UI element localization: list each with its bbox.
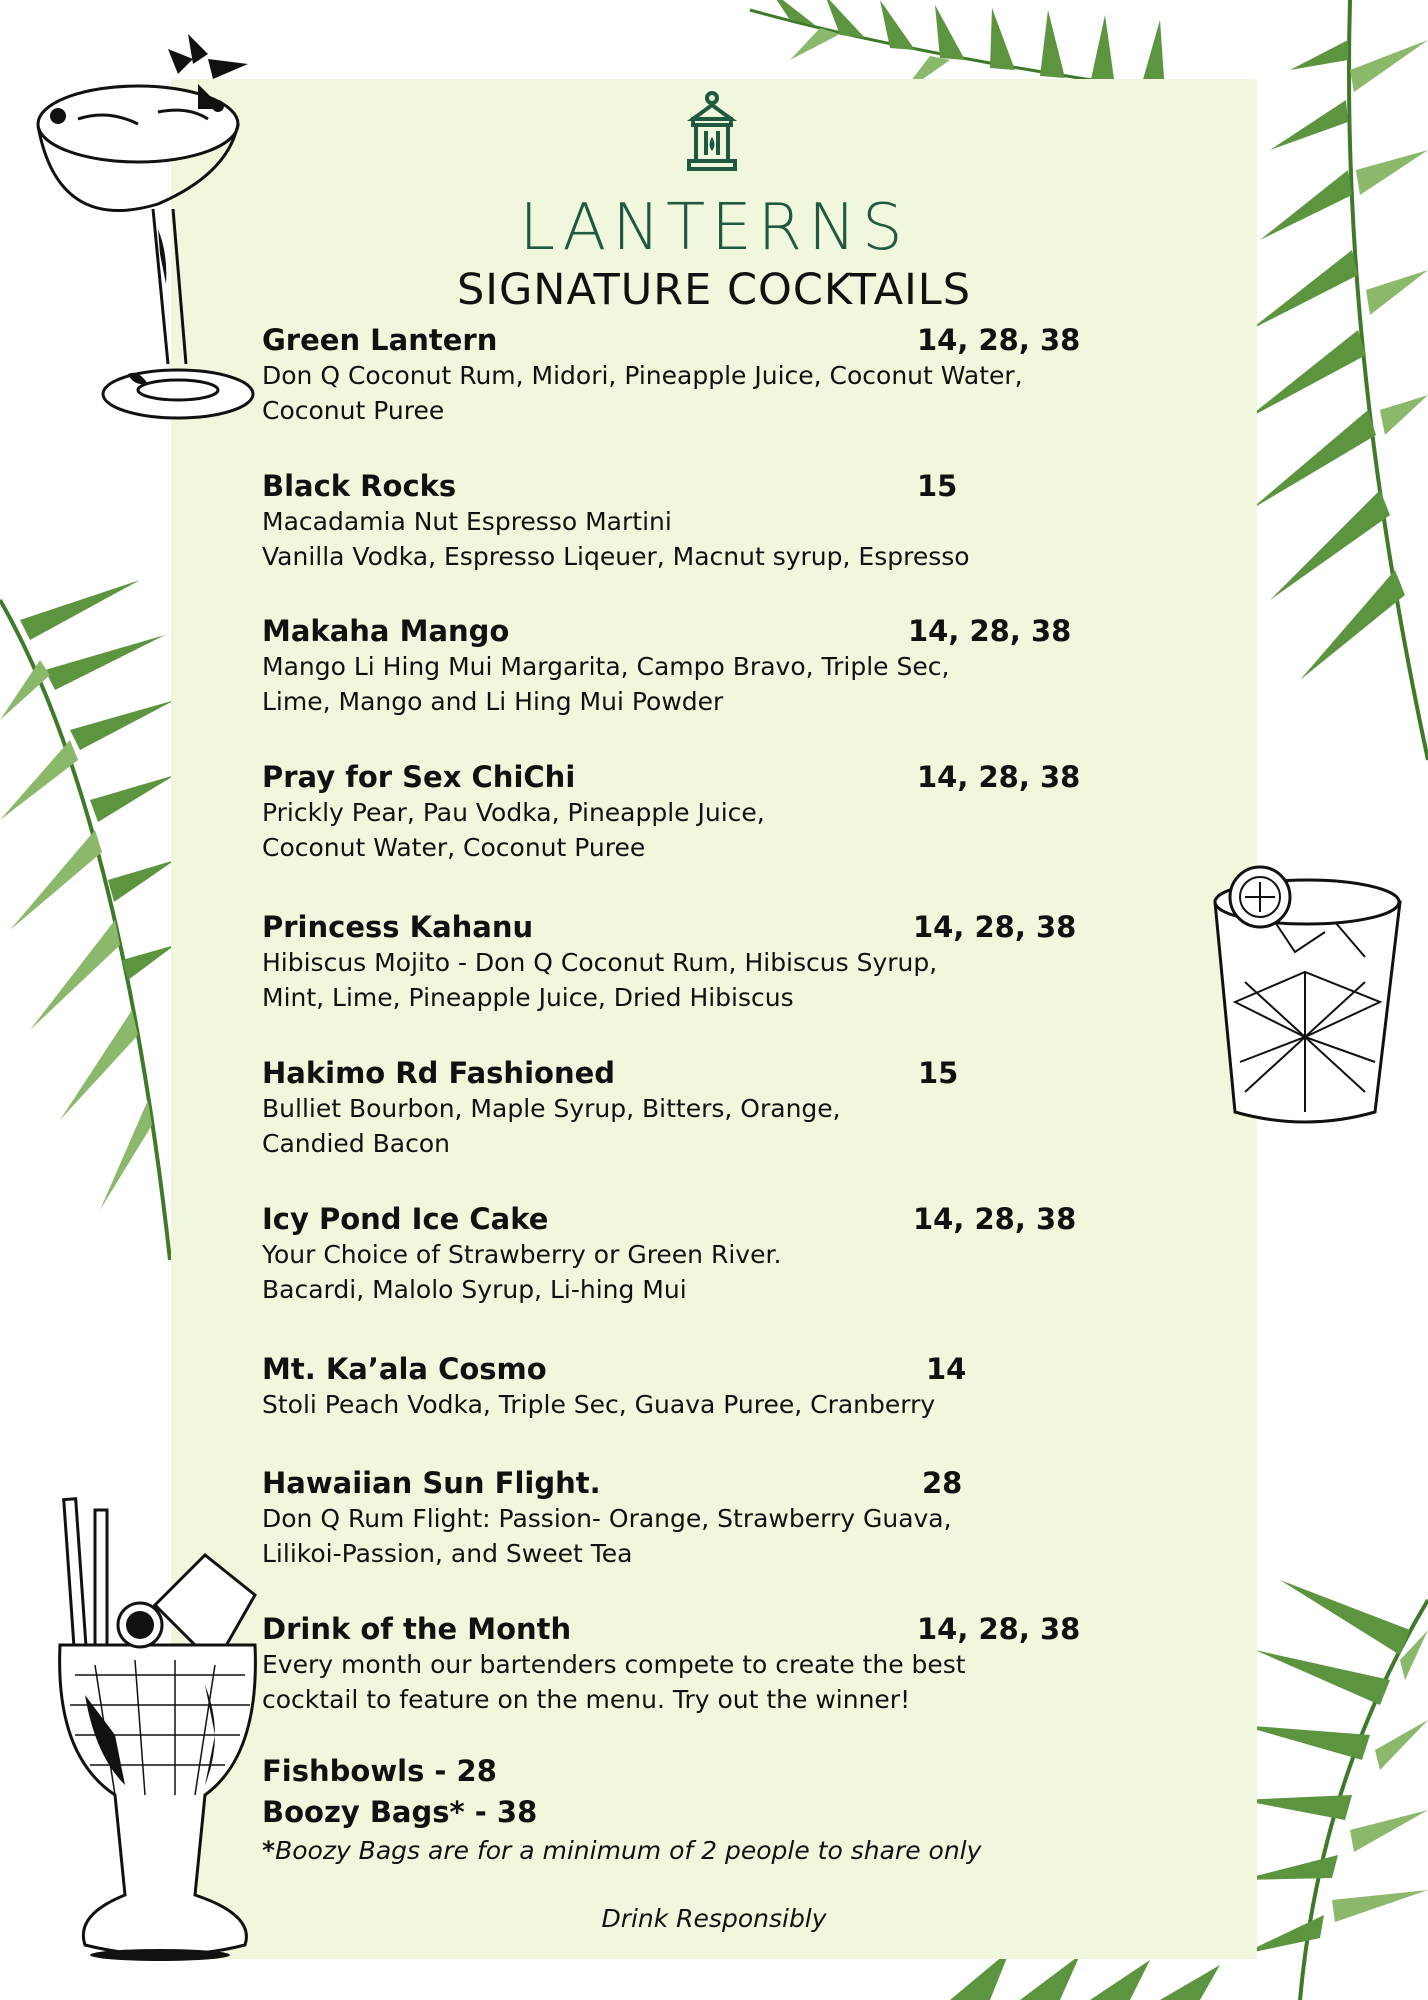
menu-item-price: 15 <box>918 1056 959 1090</box>
menu-item-header <box>262 1201 1162 1237</box>
coupe-cocktail-icon <box>18 14 288 434</box>
menu-item-header <box>262 909 1162 945</box>
tiki-glass-icon <box>55 1495 270 1985</box>
menu-subtitle: SIGNATURE COCKTAILS <box>456 265 972 315</box>
palm-leaf-icon <box>1230 0 1428 780</box>
menu-item-header <box>262 759 1162 795</box>
menu-item <box>262 1611 1162 1717</box>
menu-item-price: 14, 28, 38 <box>917 1612 1081 1646</box>
brand-name: LANTERNS <box>519 191 909 265</box>
menu-item <box>262 1351 1162 1422</box>
menu-item-header <box>262 613 1162 649</box>
footer-text: Drink Responsibly <box>601 1904 827 1933</box>
menu-item <box>262 1201 1162 1307</box>
menu-item-price: 14, 28, 38 <box>913 1202 1077 1236</box>
menu-item-header <box>262 1351 1162 1387</box>
menu-item-description: Mango Li Hing Mui Margarita, Campo Bravo, Triple Sec, Lime, Mango and Li Hing Mui Powder <box>262 652 950 716</box>
extras-section <box>262 1751 1212 1869</box>
menu-item-header <box>262 322 1162 358</box>
menu-item-price: 14, 28, 38 <box>913 910 1077 944</box>
menu-item <box>262 1465 1162 1571</box>
rocks-glass-icon <box>1205 862 1410 1132</box>
note-asterisk: * <box>262 1836 276 1865</box>
menu-item-description: Your Choice of Strawberry or Green River. Bacardi, Malolo Syrup, Li-hing Mui <box>262 1240 782 1304</box>
menu-item-name: Black Rocks <box>262 469 457 503</box>
menu-item-name: Hawaiian Sun Flight. <box>262 1466 601 1500</box>
lantern-icon <box>683 91 741 177</box>
menu-item-name: Princess Kahanu <box>262 910 534 944</box>
menu-item <box>262 322 1162 428</box>
menu-item-name: Green Lantern <box>262 323 498 357</box>
menu-item-name: Drink of the Month <box>262 1612 572 1646</box>
menu-item-header <box>262 1465 1162 1501</box>
menu-item-name: Makaha Mango <box>262 614 510 648</box>
menu-item-name: Icy Pond Ice Cake <box>262 1202 549 1236</box>
menu-item <box>262 759 1162 865</box>
menu-item-header <box>262 1611 1162 1647</box>
menu-item <box>262 613 1162 719</box>
menu-panel <box>171 79 1257 1959</box>
menu-item-header <box>262 468 1162 504</box>
menu-item-description: Macadamia Nut Espresso Martini Vanilla Vodka, Espresso Liqeuer, Macnut syrup, Espresso <box>262 507 970 571</box>
note-text: Boozy Bags are for a minimum of 2 people to share only <box>275 1836 982 1865</box>
menu-item-description: Every month our bartenders compete to create the best cocktail to feature on the menu. Try out the winner! <box>262 1650 966 1714</box>
menu-item <box>262 1055 1162 1161</box>
menu-item-description: Hibiscus Mojito - Don Q Coconut Rum, Hibiscus Syrup, Mint, Lime, Pineapple Juice, Dried Hibiscus <box>262 948 938 1012</box>
menu-item-description: Bulliet Bourbon, Maple Syrup, Bitters, Orange, Candied Bacon <box>262 1094 841 1158</box>
menu-item <box>262 468 1162 574</box>
menu-item-price: 14, 28, 38 <box>908 614 1072 648</box>
menu-item-header <box>262 1055 1162 1091</box>
menu-item-price: 14, 28, 38 <box>917 760 1081 794</box>
menu-item-name: Mt. Ka’ala Cosmo <box>262 1352 547 1386</box>
menu-item-price: 28 <box>922 1466 963 1500</box>
menu-item-price: 14, 28, 38 <box>917 323 1081 357</box>
menu-item-name: Hakimo Rd Fashioned <box>262 1056 616 1090</box>
menu-item-description: Don Q Rum Flight: Passion- Orange, Strawberry Guava, Lilikoi-Passion, and Sweet Tea <box>262 1504 952 1568</box>
fishbowls-line: Fishbowls - 28 <box>262 1754 497 1788</box>
boozy-bags-line: Boozy Bags* - 38 <box>262 1795 538 1829</box>
menu-item-price: 15 <box>917 469 958 503</box>
menu-item-name: Pray for Sex ChiChi <box>262 760 576 794</box>
menu-item-description: Don Q Coconut Rum, Midori, Pineapple Juice, Coconut Water, Coconut Puree <box>262 361 1023 425</box>
menu-item-price: 14 <box>926 1352 967 1386</box>
menu-item-description: Stoli Peach Vodka, Triple Sec, Guava Puree, Cranberry <box>262 1390 936 1419</box>
palm-leaf-icon <box>1240 1560 1428 2000</box>
boozy-bags-note <box>262 1833 1212 1869</box>
menu-item-description: Prickly Pear, Pau Vodka, Pineapple Juice, Coconut Water, Coconut Puree <box>262 798 765 862</box>
palm-leaf-icon <box>0 560 175 1280</box>
menu-item <box>262 909 1162 1015</box>
